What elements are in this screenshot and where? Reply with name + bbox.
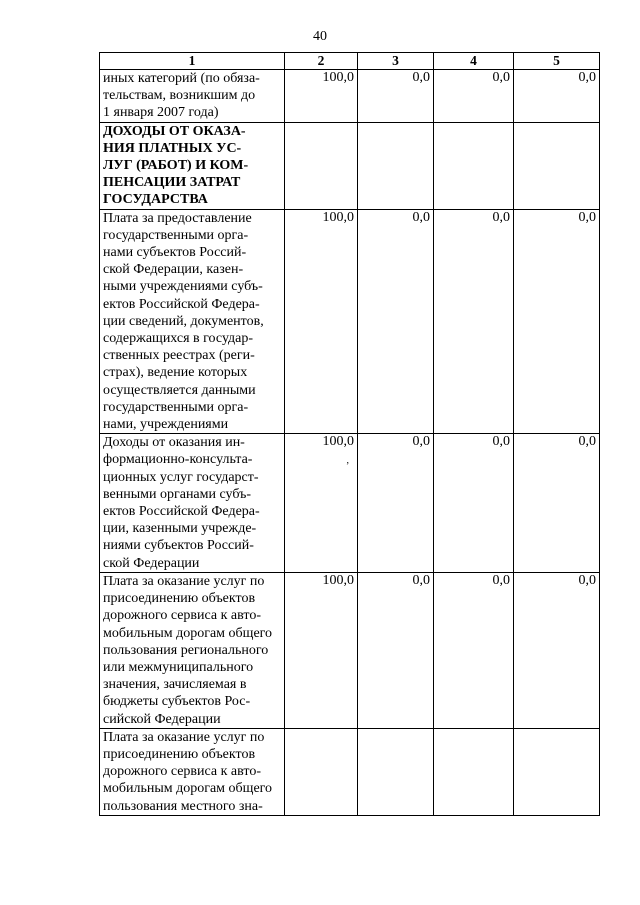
cell-value [514, 122, 600, 209]
cell-value: 0,0 [514, 70, 600, 123]
cell-value [434, 122, 514, 209]
page-number: 40 [313, 29, 327, 44]
row-label: Плата за предоставление государственными орга- нами субъектов Россий- ской Федерации, казен- ными учреждениями субъ- ектов Российской Федера- ции сведений, документов, содержащихся в государ- ственных реестрах (реги- страх), ведение которых осуществляется данными государственными орга- нами, учреждениями [100, 209, 285, 434]
section-heading: ДОХОДЫ ОТ ОКАЗА- НИЯ ПЛАТНЫХ УС- ЛУГ (РАБОТ) И КОМ- ПЕНСАЦИИ ЗАТРАТ ГОСУДАРСТВА [100, 122, 285, 209]
cell-value: 0,0 [358, 434, 434, 573]
cell-value [358, 728, 434, 815]
table-row [100, 728, 600, 815]
cell-value: 0,0 [358, 209, 434, 434]
cell-value: 100,0 [285, 209, 358, 434]
header-col-3: 3 [358, 53, 434, 70]
cell-value: 100,0 [285, 70, 358, 123]
row-label: Плата за оказание услуг по присоединению объектов дорожного сервиса к авто- мобильным дорогам общего пользования регионального или межмуниципального значения, зачисляемая в бюджеты субъектов Рос- сийской Федерации [100, 572, 285, 728]
cell-value [514, 728, 600, 815]
row-label: Плата за оказание услуг по присоединению объектов дорожного сервиса к авто- мобильным дорогам общего пользования местного зна- [100, 728, 285, 815]
cell-value: 100,0 [285, 434, 358, 573]
table-row [100, 70, 600, 123]
table-row [100, 209, 600, 434]
cell-value: 0,0 [434, 209, 514, 434]
cell-value: 0,0 [514, 209, 600, 434]
header-col-4: 4 [434, 53, 514, 70]
header-col-2: 2 [285, 53, 358, 70]
cell-value: 0,0 [514, 572, 600, 728]
table-row [100, 572, 600, 728]
header-col-1: 1 [100, 53, 285, 70]
table-row [100, 122, 600, 209]
cell-value: 0,0 [434, 572, 514, 728]
cell-value: 0,0 [434, 434, 514, 573]
cell-value: 0,0 [434, 70, 514, 123]
stray-mark: ’ [346, 461, 350, 472]
cell-value: 0,0 [514, 434, 600, 573]
cell-value: 100,0 [285, 572, 358, 728]
cell-value: 0,0 [358, 70, 434, 123]
table-row [100, 434, 600, 573]
cell-value [285, 728, 358, 815]
cell-value [358, 122, 434, 209]
header-col-5: 5 [514, 53, 600, 70]
header-row [100, 53, 600, 70]
row-label: иных категорий (по обяза- тельствам, возникшим до 1 января 2007 года) [100, 70, 285, 123]
cell-value [285, 122, 358, 209]
row-label: Доходы от оказания ин- формационно-консульта- ционных услуг государст- венными органами субъ- ектов Российской Федера- ции, казенными учрежде- ниями субъектов Россий- ской Федерации [100, 434, 285, 573]
budget-table [99, 52, 600, 816]
cell-value [434, 728, 514, 815]
cell-value: 0,0 [358, 572, 434, 728]
